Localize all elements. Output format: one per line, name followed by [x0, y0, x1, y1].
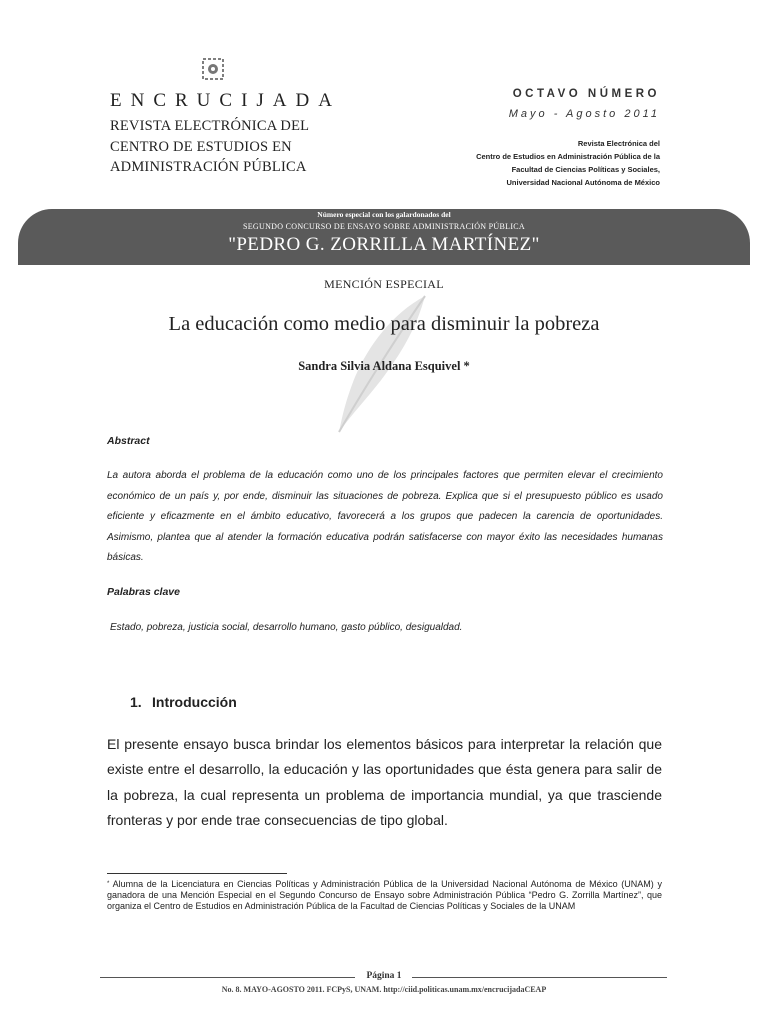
mention-label: MENCIÓN ESPECIAL	[324, 277, 444, 291]
article-title: La educación como medio para disminuir la pobreza	[168, 313, 600, 335]
article-author: Sandra Silvia Aldana Esquivel *	[298, 359, 470, 373]
keywords-text: Estado, pobreza, justicia social, desarrollo humano, gasto público, desigualdad.	[110, 622, 463, 633]
body-paragraph: El presente ensayo busca brindar los elementos básicos para interpretar la relación que existe entre el desarrollo, la educación y las oportunidades que ésta genera para salir de la pobreza, la cual representa un problema de importancia mundial, ya que trasciende fronteras y por ende trae consecuencias de tipo global.	[107, 736, 662, 828]
banner-line-1: Número especial con los galardonados del	[317, 210, 451, 219]
institution-line: Universidad Nacional Autónoma de México	[506, 178, 660, 187]
section-number: 1.	[130, 694, 142, 710]
footnote-text: Alumna de la Licenciatura en Ciencias Políticas y Administración Pública de la Universidad Nacional Autónoma de México (UNAM) y ganadora de una Mención Especial en el Segundo Concurso de Ensayo sobre Administración Pública “Pedro G. Zorrilla Martínez”, que organiza el Centro de Estudios en Administración Pública de la Facultad de Ciencias Políticas y Sociales de la UNAM	[107, 879, 662, 912]
footnote-mark: *	[107, 881, 110, 887]
footnote-rule	[107, 873, 287, 874]
banner-title: "PEDRO G. ZORRILLA MARTÍNEZ"	[228, 234, 540, 255]
abstract-text: La autora aborda el problema de la educación como uno de los principales factores que permiten elevar el crecimiento económico de un país y, por ende, disminuir las situaciones de pobreza. Explica que si el presupuesto público es usado eficiente y eficazmente en el ámbito educativo, favorecerá a los grupos que padecen la carencia de oportunidades. Asimismo, plantea que al atender la formación educativa podrán satisfacerse con mayor éxito las necesidades humanas básicas.	[107, 470, 663, 563]
footnote	[107, 879, 662, 913]
magazine-subtitle-line: REVISTA ELECTRÓNICA DEL	[110, 118, 310, 134]
magazine-name: ENCRUCIJADA	[110, 90, 341, 111]
keywords-heading: Palabras clave	[107, 586, 180, 598]
institution-line: Centro de Estudios en Administración Pública de la	[476, 152, 660, 161]
abstract-heading: Abstract	[107, 435, 150, 447]
issue-date: Mayo - Agosto 2011	[508, 108, 660, 120]
journal-logo-icon	[202, 58, 224, 80]
section-title: Introducción	[152, 694, 237, 710]
issue-number: OCTAVO NÚMERO	[512, 88, 660, 100]
page-number: Página 1	[366, 971, 402, 981]
magazine-subtitle-line: CENTRO DE ESTUDIOS EN	[110, 139, 292, 155]
institution-line: Facultad de Ciencias Políticas y Sociales,	[511, 165, 660, 174]
banner-line-2: SEGUNDO CONCURSO DE ENSAYO SOBRE ADMINISTRACIÓN PÚBLICA	[242, 222, 525, 231]
institution-line: Revista Electrónica del	[577, 139, 660, 148]
magazine-subtitle-line: ADMINISTRACIÓN PÚBLICA	[110, 159, 307, 175]
footer-citation: No. 8. MAYO-AGOSTO 2011. FCPyS, UNAM. http://ciid.politicas.unam.mx/encrucijadaCEAP	[221, 985, 547, 994]
